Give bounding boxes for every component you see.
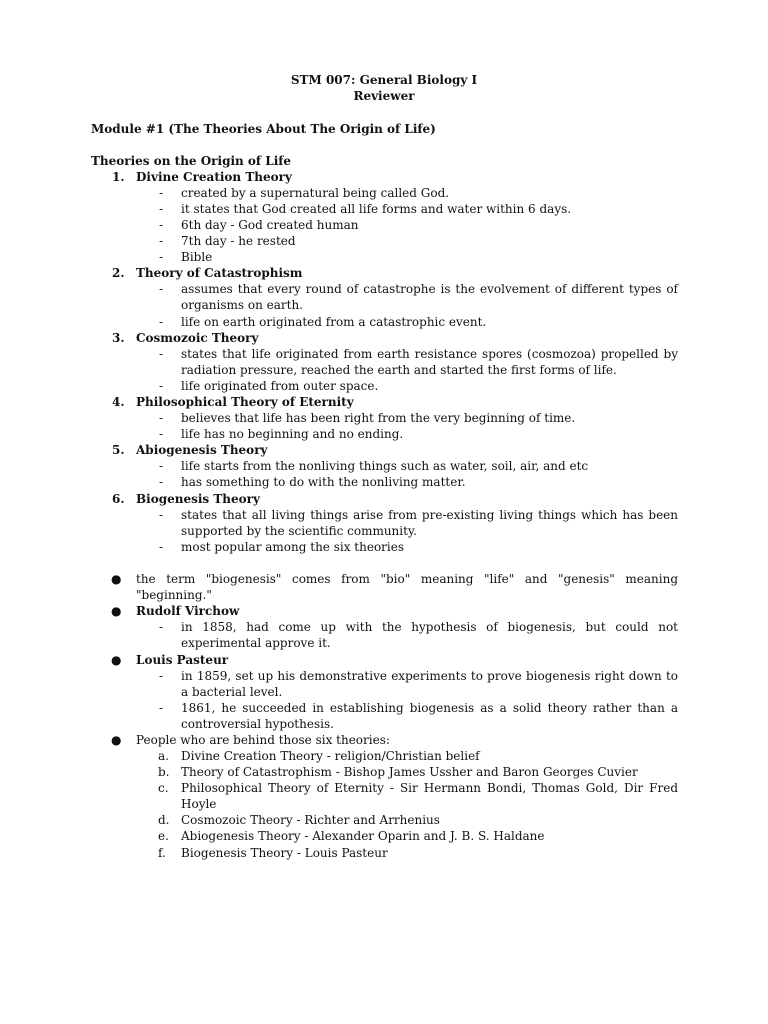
dash-marker: -	[159, 186, 164, 200]
scientist-name: Louis Pasteur	[136, 653, 229, 667]
list-item: in 1859, set up his demonstrative experiments to prove biogenesis right down to a bacterial level.	[181, 669, 678, 699]
dash-marker: -	[159, 234, 164, 248]
list-item: created by a supernatural being called God.	[181, 186, 450, 200]
list-item: it states that God created all life forms and water within 6 days.	[181, 202, 572, 216]
dash-marker: -	[159, 540, 164, 554]
list-item: most popular among the six theories	[181, 540, 404, 554]
dash-marker: -	[159, 620, 164, 634]
list-item: life originated from outer space.	[181, 379, 379, 393]
module-heading: Module #1 (The Theories About The Origin of Life)	[91, 122, 436, 136]
people-item: Divine Creation Theory - religion/Christian belief	[181, 749, 480, 763]
bullet-icon: ●	[111, 653, 122, 667]
theory-number: 2.	[112, 266, 125, 280]
theory-title: Philosophical Theory of Eternity	[136, 395, 354, 409]
theory-number: 5.	[112, 443, 125, 457]
dash-marker: -	[159, 250, 164, 264]
list-item: 7th day - he rested	[181, 234, 296, 248]
list-item: life starts from the nonliving things such as water, soil, air, and etc	[181, 459, 589, 473]
list-item: states that all living things arise from pre-existing living things which has been supported by the scientific community.	[181, 508, 678, 538]
list-letter: f.	[158, 846, 166, 860]
bullet-icon: ●	[111, 733, 122, 747]
list-letter: a.	[158, 749, 169, 763]
dash-marker: -	[159, 427, 164, 441]
dash-marker: -	[159, 669, 164, 683]
people-item: Biogenesis Theory - Louis Pasteur	[181, 846, 388, 860]
list-item: states that life originated from earth resistance spores (cosmozoa) propelled by radiation pressure, reached the earth and started the first forms of life.	[181, 347, 678, 377]
list-item: life has no beginning and no ending.	[181, 427, 404, 441]
dash-marker: -	[159, 411, 164, 425]
list-letter: c.	[158, 781, 169, 795]
dash-marker: -	[159, 315, 164, 329]
list-item: assumes that every round of catastrophe is the evolvement of different types of organisms on earth.	[181, 282, 678, 312]
list-item: life on earth originated from a catastrophic event.	[181, 315, 487, 329]
people-heading: People who are behind those six theories:	[136, 733, 390, 747]
dash-marker: -	[159, 475, 164, 489]
bullet-icon: ●	[111, 572, 122, 586]
dash-marker: -	[159, 379, 164, 393]
list-item: 6th day - God created human	[181, 218, 359, 232]
list-item: in 1858, had come up with the hypothesis of biogenesis, but could not experimental approve it.	[181, 620, 678, 650]
theory-number: 3.	[112, 331, 125, 345]
people-item: Cosmozoic Theory - Richter and Arrhenius	[181, 813, 440, 827]
note-text: the term "biogenesis" comes from "bio" meaning "life" and "genesis" meaning "beginning."	[136, 572, 678, 602]
dash-marker: -	[159, 459, 164, 473]
section-heading: Theories on the Origin of Life	[91, 154, 292, 168]
dash-marker: -	[159, 218, 164, 232]
people-item: Abiogenesis Theory - Alexander Oparin and J. B. S. Haldane	[181, 829, 545, 843]
dash-marker: -	[159, 202, 164, 216]
list-item: believes that life has been right from the very beginning of time.	[181, 411, 576, 425]
theory-title: Abiogenesis Theory	[136, 443, 268, 457]
dash-marker: -	[159, 347, 164, 361]
bullet-icon: ●	[111, 604, 122, 618]
list-letter: d.	[158, 813, 170, 827]
dash-marker: -	[159, 701, 164, 715]
dash-marker: -	[159, 282, 164, 296]
theory-title: Cosmozoic Theory	[136, 331, 259, 345]
list-item: has something to do with the nonliving matter.	[181, 475, 466, 489]
list-letter: b.	[158, 765, 170, 779]
theory-title: Biogenesis Theory	[136, 492, 260, 506]
theory-title: Divine Creation Theory	[136, 170, 292, 184]
document-subtitle: Reviewer	[353, 89, 415, 103]
document-title: STM 007: General Biology I	[290, 73, 478, 87]
theory-number: 1.	[112, 170, 125, 184]
people-item: Theory of Catastrophism - Bishop James Ussher and Baron Georges Cuvier	[181, 765, 638, 779]
theory-number: 6.	[112, 492, 125, 506]
list-letter: e.	[158, 829, 169, 843]
people-item: Philosophical Theory of Eternity - Sir Hermann Bondi, Thomas Gold, Dir Fred Hoyle	[181, 781, 678, 811]
list-item: Bible	[181, 250, 213, 264]
theory-number: 4.	[112, 395, 125, 409]
scientist-name: Rudolf Virchow	[136, 604, 240, 618]
dash-marker: -	[159, 508, 164, 522]
list-item: 1861, he succeeded in establishing biogenesis as a solid theory rather than a controversial hypothesis.	[181, 701, 678, 731]
theory-title: Theory of Catastrophism	[136, 266, 303, 280]
